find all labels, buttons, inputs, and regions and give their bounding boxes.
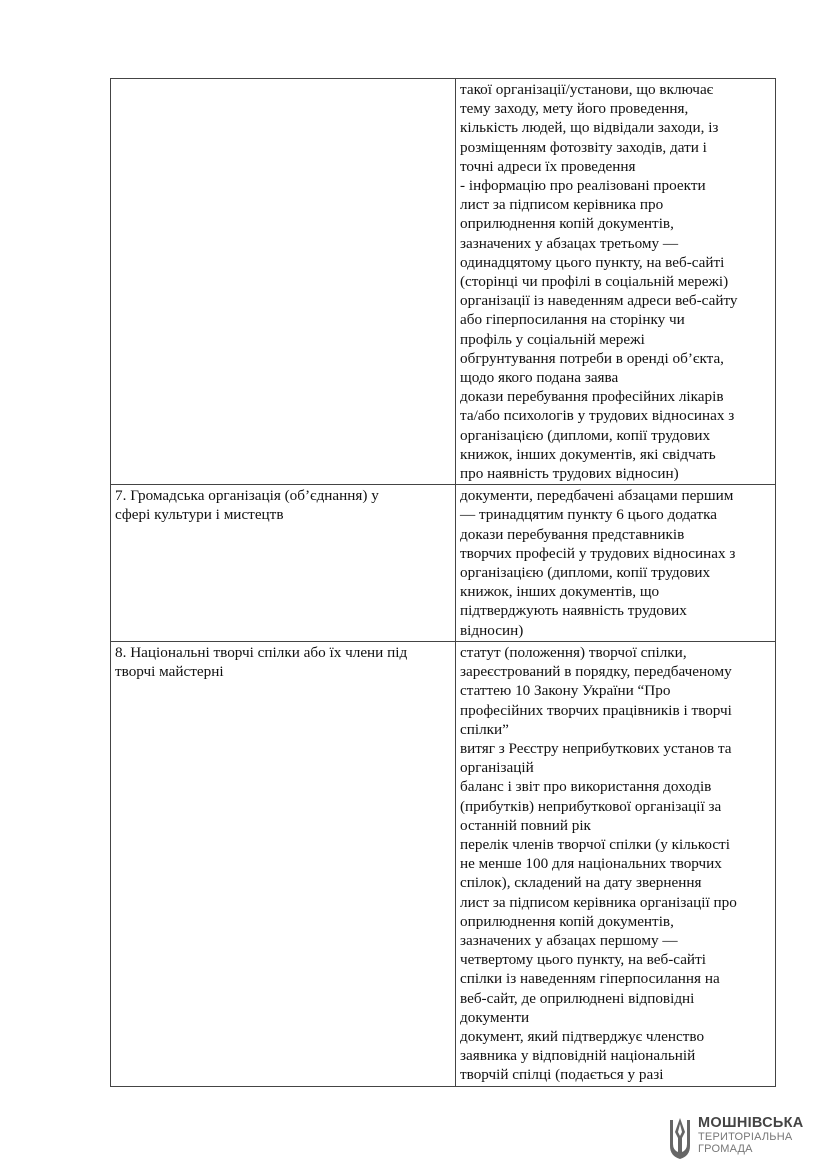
table-body bbox=[111, 79, 776, 1087]
document-line: оприлюднення копій документів, bbox=[460, 912, 674, 930]
document-line: витяг з Реєстру неприбуткових установ та bbox=[460, 739, 732, 757]
category-cell bbox=[111, 641, 456, 1086]
document-line: організацією (дипломи, копії трудових bbox=[460, 426, 711, 444]
trident-icon bbox=[668, 1116, 692, 1160]
table-row bbox=[111, 485, 776, 642]
document-line: лист за підписом керівника про bbox=[460, 196, 664, 214]
document-line: такої організації/установи, що включає bbox=[460, 81, 714, 98]
document-line: останній повний рік bbox=[460, 816, 591, 834]
document-line: лист за підписом керівника організації про bbox=[460, 893, 737, 911]
documents-table bbox=[110, 78, 776, 1087]
category-line: 8. Національні творчі спілки або їх члени під bbox=[115, 643, 408, 661]
document-line: баланс і звіт про використання доходів bbox=[460, 778, 712, 796]
documents-cell bbox=[456, 79, 776, 485]
document-line: творчій спілці (подається у разі bbox=[460, 1066, 664, 1084]
document-line: статут (положення) творчої спілки, bbox=[460, 643, 687, 661]
category-line: творчі майстерні bbox=[115, 663, 224, 681]
document-line: обгрунтування потреби в оренді об’єкта, bbox=[460, 349, 724, 367]
document-line: докази перебування професійних лікарів bbox=[460, 388, 724, 406]
document-line: не менше 100 для національних творчих bbox=[460, 855, 722, 873]
document-line: статтею 10 Закону України “Про bbox=[460, 682, 671, 700]
document-line: докази перебування представників bbox=[460, 525, 685, 543]
document-line: професійних творчих працівників і творчі bbox=[460, 701, 732, 719]
document-line: перелік членів творчої спілки (у кількості bbox=[460, 835, 730, 853]
document-line: кількість людей, що відвідали заходи, із bbox=[460, 119, 719, 137]
category-cell bbox=[111, 485, 456, 642]
document-line: відносин) bbox=[460, 621, 524, 639]
document-line: - інформацію про реалізовані проекти bbox=[460, 177, 706, 195]
document-line: зареєстрований в порядку, передбаченому bbox=[460, 663, 732, 681]
document-line: організацією (дипломи, копії трудових bbox=[460, 564, 711, 582]
logo-name: МОШНІВСЬКА bbox=[698, 1115, 804, 1131]
document-line: підтверджують наявність трудових bbox=[460, 602, 687, 620]
document-line: або гіперпосилання на сторінку чи bbox=[460, 311, 685, 329]
community-logo bbox=[668, 1116, 808, 1160]
category-line: сфері культури і мистецтв bbox=[115, 506, 284, 524]
document-line: розміщенням фотозвіту заходів, дати і bbox=[460, 138, 707, 156]
document-line: творчих професій у трудових відносинах з bbox=[460, 544, 736, 562]
logo-subtitle-2: ГРОМАДА bbox=[698, 1143, 753, 1155]
document-line: одинадцятому цього пункту, на веб-сайті bbox=[460, 253, 725, 271]
logo-text bbox=[698, 1116, 804, 1155]
document-line: зазначених у абзацах третьому — bbox=[460, 234, 679, 252]
document-line: щодо якого подана заява bbox=[460, 369, 619, 387]
documents-cell bbox=[456, 485, 776, 642]
document-line: — тринадцятим пункту 6 цього додатка bbox=[460, 506, 718, 524]
document-line: організацій bbox=[460, 759, 534, 777]
table-row bbox=[111, 641, 776, 1086]
document-line: книжок, інших документів, які свідчать bbox=[460, 445, 716, 463]
table-row bbox=[111, 79, 776, 485]
logo-subtitle-1: ТЕРИТОРІАЛЬНА bbox=[698, 1131, 793, 1143]
category-line: 7. Громадська організація (об’єднання) у bbox=[115, 487, 379, 505]
document-line: організації із наведенням адреси веб-сайту bbox=[460, 292, 738, 310]
document-line: спілки із наведенням гіперпосилання на bbox=[460, 970, 720, 988]
document-line: документ, який підтверджує членство bbox=[460, 1027, 705, 1045]
document-line: та/або психологів у трудових відносинах з bbox=[460, 407, 735, 425]
documents-cell bbox=[456, 641, 776, 1086]
document-line: заявника у відповідній національній bbox=[460, 1047, 696, 1065]
document-line: точні адреси їх проведення bbox=[460, 157, 636, 175]
document-line: книжок, інших документів, що bbox=[460, 583, 660, 601]
document-line: веб-сайт, де оприлюднені відповідні bbox=[460, 989, 695, 1007]
document-line: документи bbox=[460, 1008, 530, 1026]
document-line: зазначених у абзацах першому — bbox=[460, 931, 678, 949]
category-cell bbox=[111, 79, 456, 485]
document-line: (сторінці чи профілі в соціальній мережі) bbox=[460, 273, 729, 291]
document-line: четвертому цього пункту, на веб-сайті bbox=[460, 951, 706, 969]
document-line: про наявність трудових відносин) bbox=[460, 465, 679, 483]
document-line: оприлюднення копій документів, bbox=[460, 215, 674, 233]
document-line: спілок), складений на дату звернення bbox=[460, 874, 702, 892]
document-line: (прибутків) неприбуткової організації за bbox=[460, 797, 722, 815]
document-line: тему заходу, мету його проведення, bbox=[460, 100, 689, 118]
document-line: спілки” bbox=[460, 720, 509, 738]
document-line: профіль у соціальній мережі bbox=[460, 330, 645, 348]
document-line: документи, передбачені абзацами першим bbox=[460, 487, 734, 505]
